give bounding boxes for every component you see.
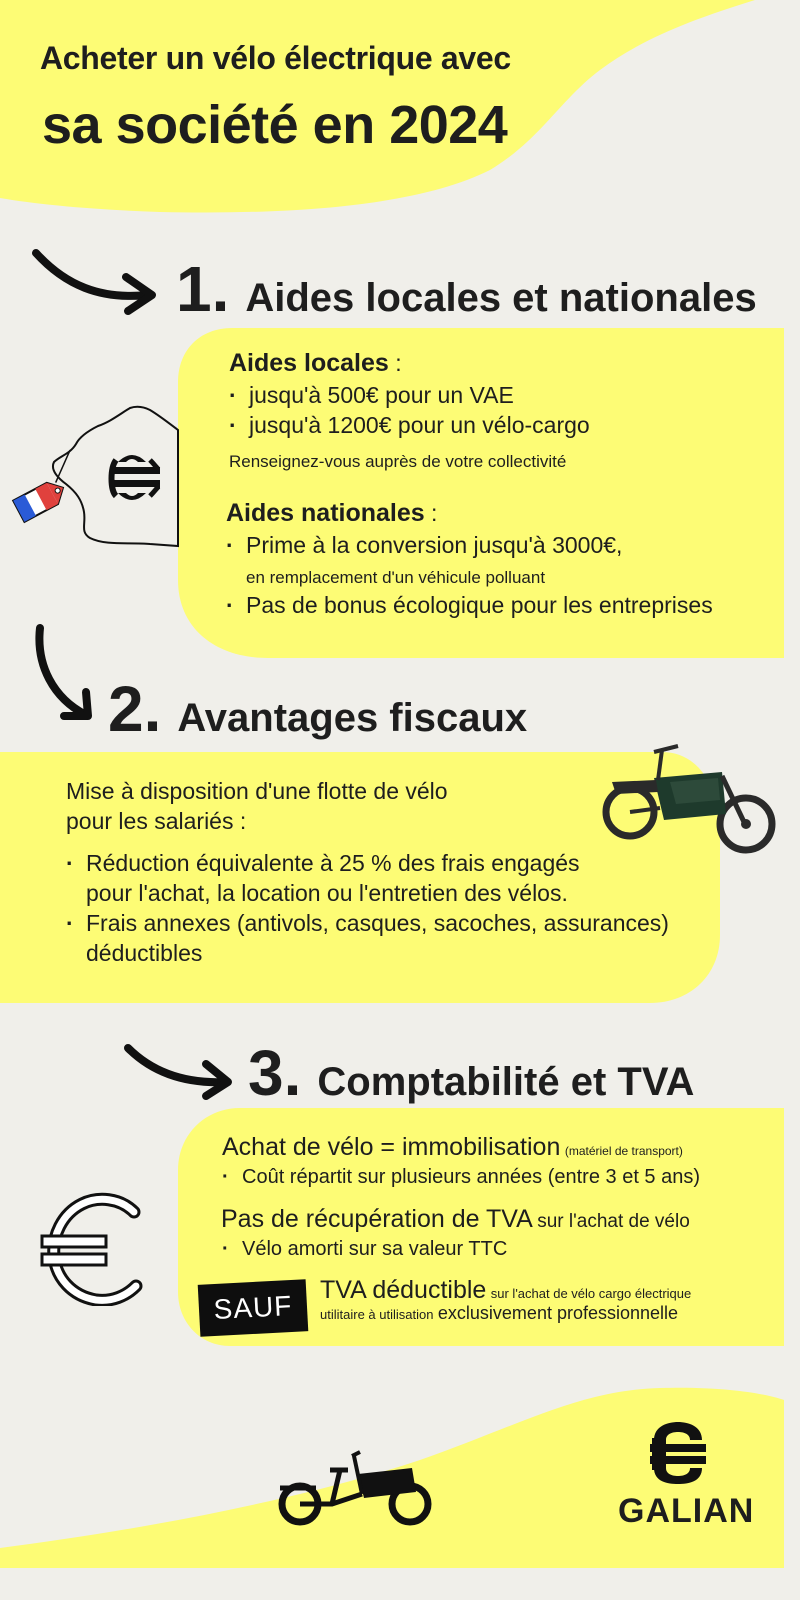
arrow-icon <box>122 1040 237 1102</box>
section-1-title: Aides locales et nationales <box>245 276 757 320</box>
tax-item-1-line-2: pour l'achat, la location ou l'entretien des vélos. <box>86 880 568 906</box>
section-3-number: 3. <box>248 1037 302 1109</box>
fixed-asset-small: (matériel de transport) <box>564 1144 683 1158</box>
fixed-asset-list <box>222 1166 700 1189</box>
local-aids-colon: : <box>388 350 402 376</box>
local-aids-list <box>229 380 590 440</box>
sauf-badge: SAUF <box>198 1279 309 1337</box>
list-item: · jusqu'à 1200€ pour un vélo-cargo <box>229 410 590 440</box>
list-item <box>66 848 669 908</box>
no-vat-line <box>221 1205 690 1234</box>
cargo-bike-silhouette <box>272 1448 437 1530</box>
tax-item-2-line-2: déductibles <box>86 940 203 966</box>
title-line-1: Acheter un vélo électrique avec <box>40 40 511 76</box>
brand-name: GALIAN <box>618 1492 755 1530</box>
list-item: · Vélo amorti sur sa valeur TTC <box>222 1238 507 1261</box>
tax-benefits-list <box>66 848 669 968</box>
fixed-asset-main: Achat de vélo = immobilisation <box>222 1133 561 1161</box>
arrow-icon <box>28 620 108 725</box>
list-item <box>66 908 669 968</box>
tax-item-2-line-1: Frais annexes (antivols, casques, sacoches, assurances) <box>86 910 669 936</box>
national-aids-colon: : <box>424 500 438 526</box>
tax-item-1-line-1: Réduction équivalente à 25 % des frais engagés <box>86 850 580 876</box>
arrow-icon <box>30 245 160 320</box>
local-aids-block <box>229 348 590 474</box>
local-aids-note: Renseignez-vous auprès de votre collectivité <box>229 452 567 471</box>
list-item: · Coût répartit sur plusieurs années (entre 3 et 5 ans) <box>222 1166 700 1189</box>
fleet-intro-line-2: pour les salariés : <box>66 808 247 834</box>
national-item-1-sub: en remplacement d'un véhicule polluant <box>246 568 546 587</box>
title-line-2: sa société en 2024 <box>42 95 508 155</box>
section-1-number: 1. <box>176 253 230 325</box>
list-item: · Pas de bonus écologique pour les entreprises <box>226 590 713 620</box>
vat-deductible-block <box>320 1276 691 1324</box>
no-vat-main: Pas de récupération de TVA <box>221 1205 533 1233</box>
vat-deductible-end: exclusivement professionnelle <box>437 1303 679 1323</box>
section-2-title: Avantages fiscaux <box>177 696 528 740</box>
fixed-asset-line <box>222 1133 683 1162</box>
vat-deductible-small-2: utilitaire à utilisation <box>320 1307 434 1322</box>
section-1-heading <box>176 252 757 326</box>
list-item <box>226 530 713 590</box>
national-item-1: Prime à la conversion jusqu'à 3000€, <box>246 532 623 558</box>
euro-icon <box>36 1192 158 1306</box>
fleet-intro <box>66 776 448 836</box>
national-aids-list <box>226 530 713 620</box>
cargo-bike-photo <box>598 742 778 854</box>
no-vat-list <box>222 1238 507 1261</box>
galian-logo-icon <box>648 1420 708 1486</box>
section-3-title: Comptabilité et TVA <box>317 1060 695 1104</box>
fleet-intro-line-1: Mise à disposition d'une flotte de vélo <box>66 778 448 804</box>
section-2-number: 2. <box>108 673 162 745</box>
national-aids-block <box>226 498 713 620</box>
section-2-heading <box>108 672 527 746</box>
national-aids-heading: Aides nationales <box>226 499 425 527</box>
galian-logo-icon <box>112 455 161 500</box>
price-tag-icon <box>10 450 90 522</box>
local-aids-heading: Aides locales <box>229 349 389 377</box>
section-3-heading <box>248 1036 694 1110</box>
vat-deductible-small-1: sur l'achat de vélo cargo électrique <box>490 1286 692 1301</box>
no-vat-small: sur l'achat de vélo <box>537 1211 690 1232</box>
vat-deductible-main: TVA déductible <box>320 1276 487 1304</box>
list-item: · jusqu'à 500€ pour un VAE <box>229 380 590 410</box>
france-map-icon <box>10 400 190 550</box>
